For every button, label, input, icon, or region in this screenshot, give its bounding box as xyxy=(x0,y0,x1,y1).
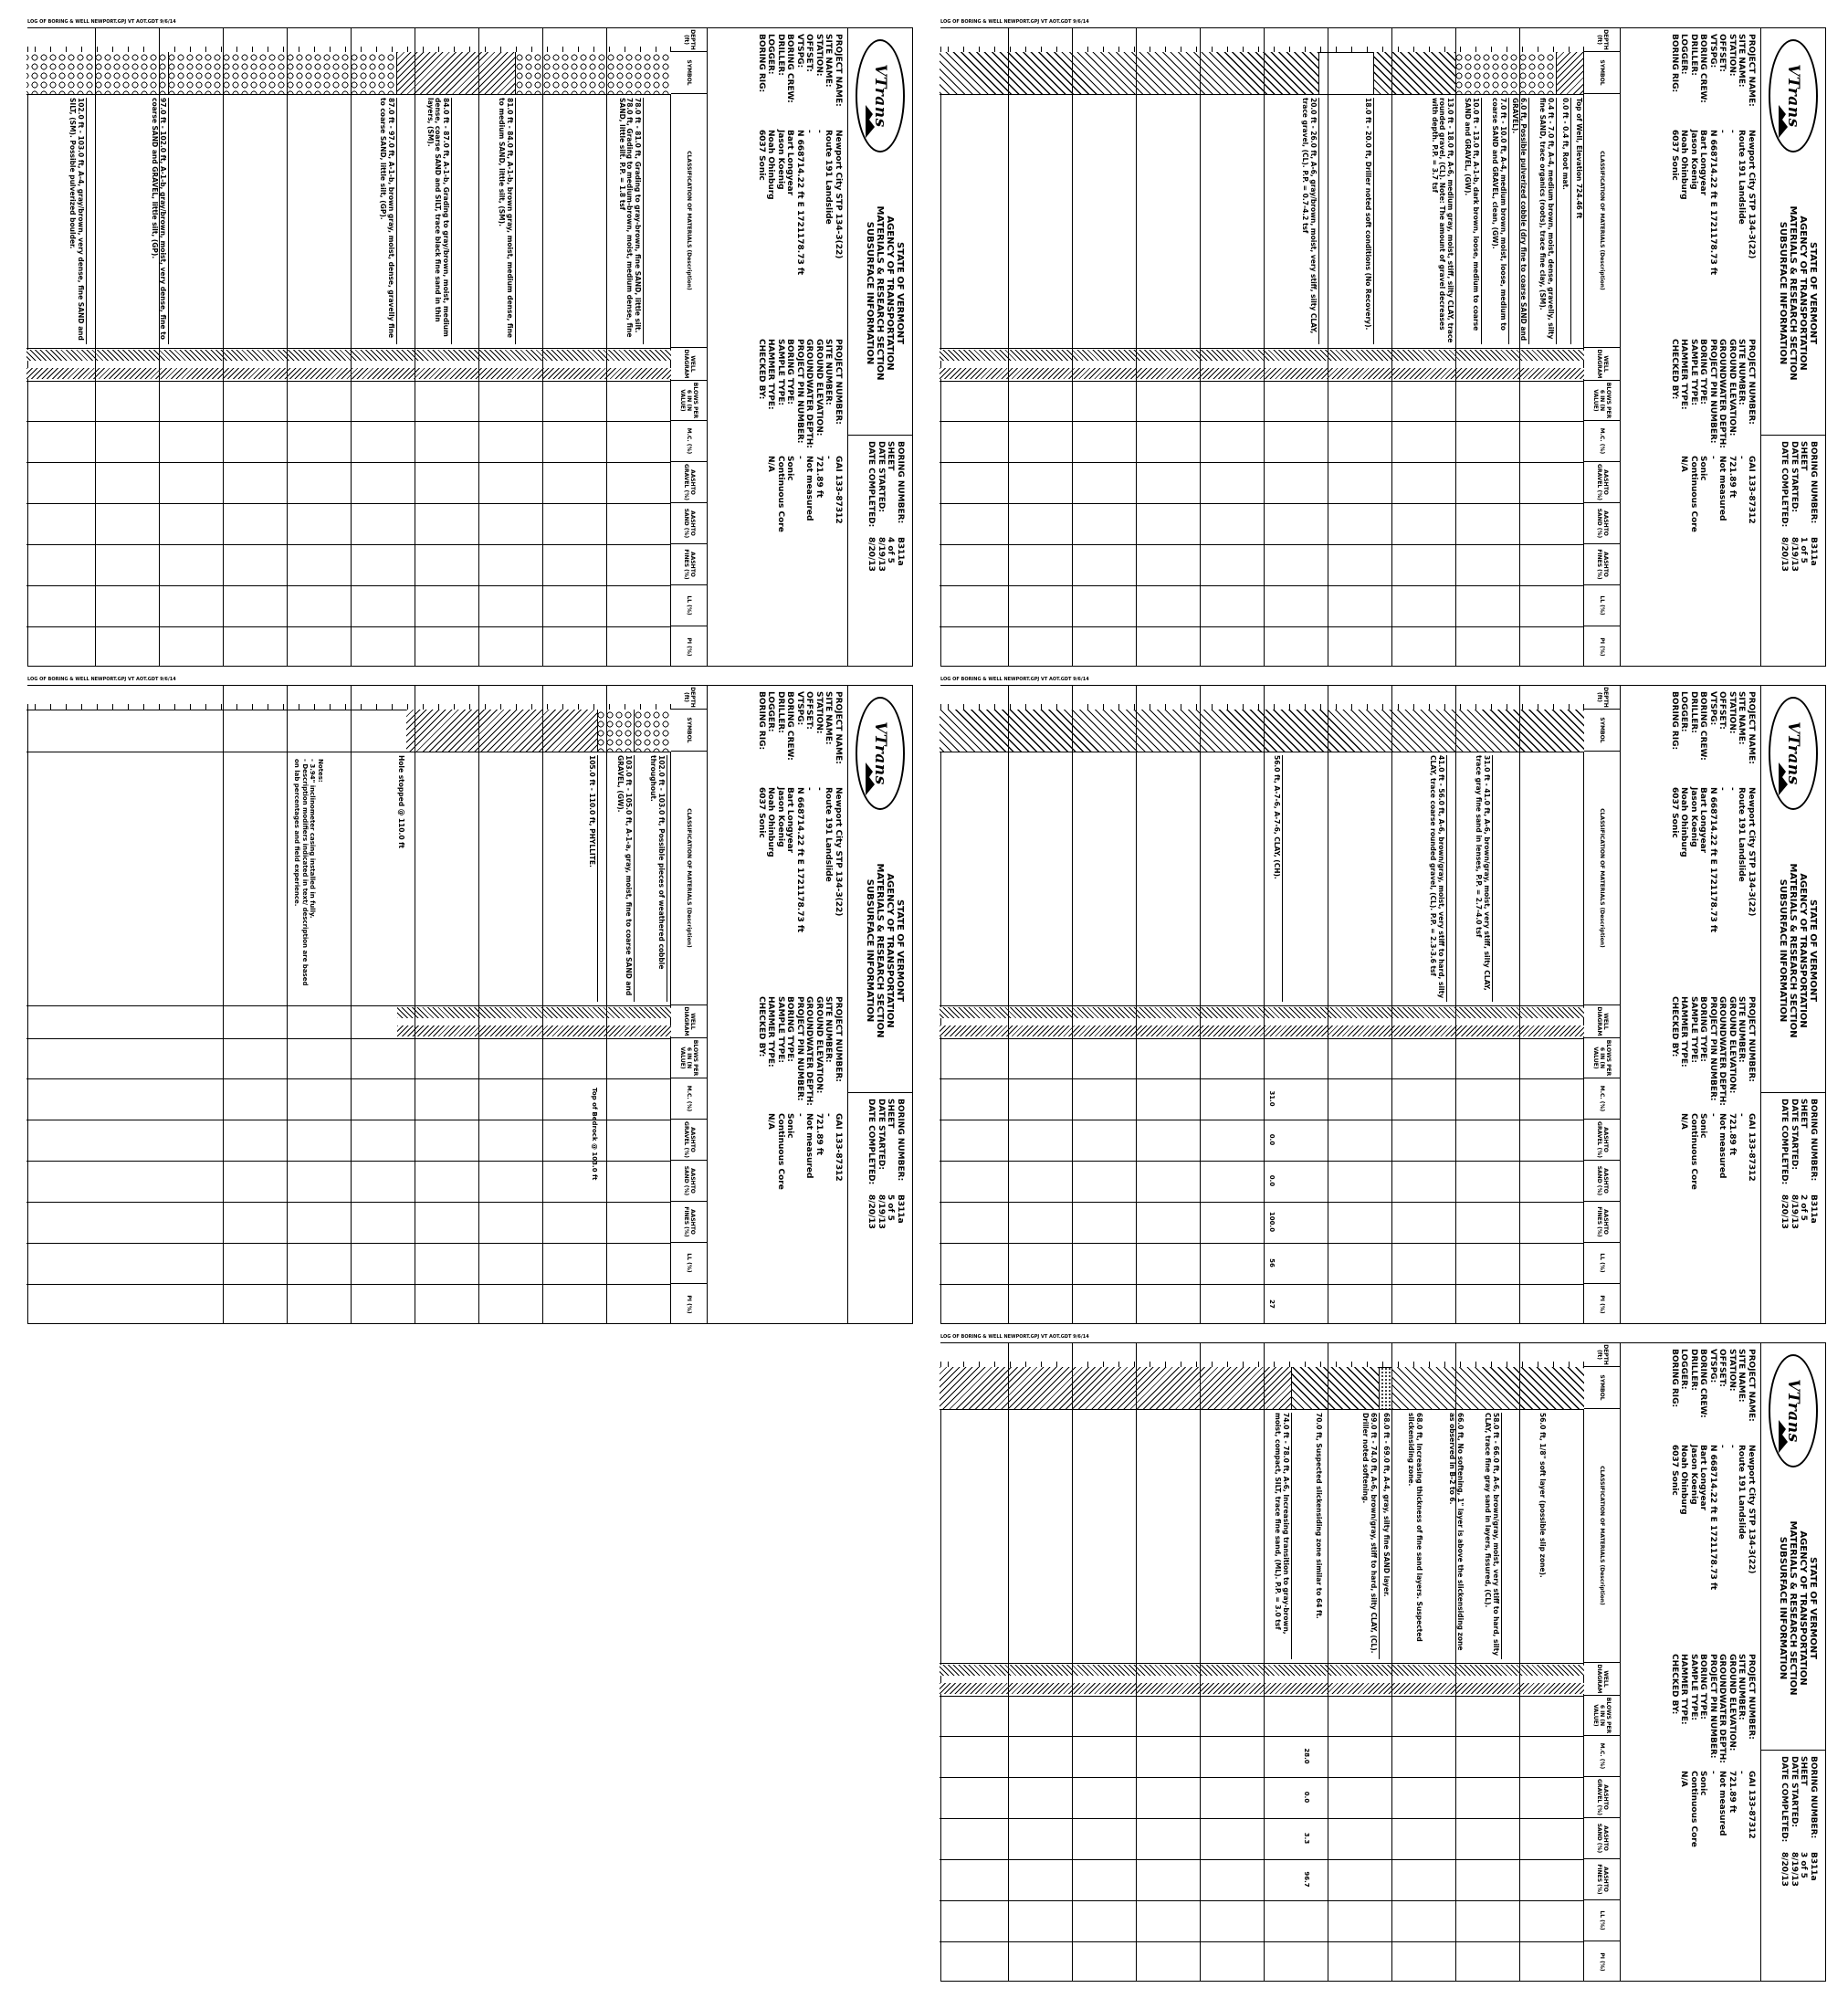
col-sand: AASHTO SAND (%) xyxy=(1584,503,1621,544)
boring-info: BORING NUMBER:B311a SHEET5 of 5 DATE STARTED:8/19/13 DATE COMPLETED:8/20/13 xyxy=(848,1092,912,1325)
sheet-caption: LOG OF BORING & WELL NEWPORT.GPJ VT AOT.GDT 9/6/14 xyxy=(27,677,176,682)
log-header xyxy=(1620,1343,1825,1981)
col-gravel: AASHTO GRAVEL (%) xyxy=(1584,462,1621,503)
elevation-note: Top of Well, Elevation 724.46 ft xyxy=(1575,98,1583,219)
project-info: PROJECT NAME:Newport City STP 134-3(22) SITE NAME:Route 191 Landslide STATION:- OFFSET:- VTSPG:N 668714.22 ft E 1721178.73 ft BORING CREW:Bart Longyear DRILLER:Jason Koenig LOGGER:Noah Ohinburg BORING RIG:6037 Sonic xyxy=(1670,1349,1756,1591)
description: 74.0 ft - 78.0 ft, A-6, Increasing transition to gray-brown, moist, compact, SILT, trace fine sand, (ML). P.P. = 3.0 tsf xyxy=(1274,1413,1292,1659)
description: 18.0 ft - 20.0 ft, Driller noted soft conditions (No Recovery). xyxy=(1364,98,1375,344)
description: 105.0 ft - 110.0 ft, PHYLLITE. xyxy=(588,755,599,1002)
boring-info: BORING NUMBER:B311a SHEET1 of 5 DATE STARTED:8/19/13 DATE COMPLETED:8/20/13 xyxy=(1761,435,1825,668)
column-header: DEPTH (ft) SYMBOL CLASSIFICATION OF MATERIALS (Description) WELL DIAGRAM BLOWS PER 6 IN (N VALUE) M.C. (%) AASHTO GRAVEL (%) AASHTO SAND (%) AASHTO FINES (%) LL (%) PI (%) xyxy=(1583,1343,1621,1981)
description: 41.0 ft - 56.0 ft, A-6, brown/gray, moist, very stiff to hard, silty CLAY, trace coarse rounded gravel, (CL). P.P. = 2.3-3.6 tsf xyxy=(1429,755,1447,1002)
agency-title: STATE OF VERMONT AGENCY OF TRANSPORTATION MATERIALS & RESEARCH SECTION SUBSURFACE INFORMATION xyxy=(865,863,905,1038)
soil-symbol xyxy=(516,52,671,94)
agency-title: STATE OF VERMONT AGENCY OF TRANSPORTATION MATERIALS & RESEARCH SECTION SUBSURFACE INFORMATION xyxy=(1778,863,1818,1038)
well-casing xyxy=(940,368,1584,379)
log-body xyxy=(940,1343,1584,1981)
project-numbers: PROJECT NUMBER:GAI 133-87312 SITE NUMBER:- GROUND ELEVATION:721.89 ft GROUNDWATER DEPTH:Not measured PROJECT PIN NUMBER:- BORING TYPE:Sonic SAMPLE TYPE:Continuous Core HAMMER TYPE:N/A CHECKED BY: xyxy=(757,339,843,532)
project-info: PROJECT NAME:Newport City STP 134-3(22) SITE NAME:Route 191 Landslide STATION:- OFFSET:- VTSPG:N 668714.22 ft E 1721178.73 ft BORING CREW:Bart Longyear DRILLER:Jason Koenig LOGGER:Noah Ohinburg BORING RIG:6037 Sonic xyxy=(1670,691,1756,933)
description: 97.0 ft - 102.0 ft, A-1-b, gray/brown, moist, very dense, fine to coarse SAND and GRAVEL, little silt, (GP). xyxy=(151,98,169,344)
lab-mc: 28.0 xyxy=(1303,1748,1310,1764)
sheet-caption: LOG OF BORING & WELL NEWPORT.GPJ VT AOT.GDT 9/6/14 xyxy=(940,1334,1089,1340)
col-fines: AASHTO FINES (%) xyxy=(1584,544,1621,585)
logo-text: VTrans xyxy=(1784,1379,1802,1443)
boring-info: BORING NUMBER:B311a SHEET2 of 5 DATE STARTED:8/19/13 DATE COMPLETED:8/20/13 xyxy=(1761,1092,1825,1325)
lab-ll: 56 xyxy=(1268,1258,1276,1267)
bedrock-note: Top of Bedrock @ 103.0 ft xyxy=(591,1088,598,1181)
mountain-icon xyxy=(866,105,875,138)
page xyxy=(940,685,1826,1324)
soil-symbol xyxy=(940,52,1319,94)
soil-symbol xyxy=(1557,52,1584,94)
vtrans-logo xyxy=(856,39,905,153)
log-header xyxy=(707,686,912,1323)
project-info: PROJECT NAME:Newport City STP 134-3(22) SITE NAME:Route 191 Landslide STATION:- OFFSET:- VTSPG:N 668714.22 ft E 1721178.73 ft BORING CREW:Bart Longyear DRILLER:Jason Koenig LOGGER:Noah Ohinburg BORING RIG:6037 Sonic xyxy=(757,691,843,933)
agency-title: STATE OF VERMONT AGENCY OF TRANSPORTATION MATERIALS & RESEARCH SECTION SUBSURFACE INFORMATION xyxy=(1778,205,1818,381)
col-symbol: SYMBOL xyxy=(1584,52,1621,94)
page xyxy=(940,27,1826,667)
description: 87.0 ft - 97.0 ft, A-1-b, brown gray, moist, dense, gravelly fine to coarse SAND, little silt, (GP). xyxy=(379,98,397,344)
well-casing xyxy=(26,368,671,379)
page xyxy=(27,27,913,667)
col-well: WELL DIAGRAM xyxy=(1584,348,1621,381)
well-casing xyxy=(397,1007,671,1018)
mountain-icon xyxy=(1779,1420,1788,1453)
description: 10.0 ft - 13.0 ft, A-1-b, dark brown, loose, medium to coarse SAND and GRAVEL, (GW). xyxy=(1464,98,1482,344)
log-header xyxy=(707,28,912,666)
column-header: DEPTH (ft) SYMBOL CLASSIFICATION OF MATERIALS (Description) WELL DIAGRAM BLOWS PER 6 IN (N VALUE) M.C. (%) AASHTO GRAVEL (%) AASHTO SAND (%) AASHTO FINES (%) LL (%) PI (%) xyxy=(670,28,708,666)
description: 0.0 ft - 0.4 ft, Root mat. xyxy=(1561,98,1572,344)
well-casing xyxy=(940,1026,1584,1036)
mountain-icon xyxy=(1779,105,1788,138)
description: 0.4 ft - 7.0 ft, A-4, medium brown, moist, dense, gravelly, silty fine SAND, trace organics (roots), trace fine clay, (SM). xyxy=(1538,98,1557,344)
col-pi: PI (%) xyxy=(1599,637,1606,657)
log-header xyxy=(1620,686,1825,1323)
well-casing xyxy=(26,350,671,361)
well-casing xyxy=(397,1026,671,1036)
column-header: DEPTH (ft) SYMBOL CLASSIFICATION OF MATERIALS (Description) WELL DIAGRAM BLOWS PER 6 IN (N VALUE) M.C. (%) AASHTO GRAVEL (%) AASHTO SAND (%) AASHTO FINES (%) LL (%) PI (%) xyxy=(670,686,708,1323)
description: 78.0 ft - 81.0 ft, Grading to gray-brown, fine SAND, little silt. 78.0 ft, Grading to medium-brown, moist, medium dense, fine SAND, little silt. P.P. = 1.8 tsf xyxy=(618,98,645,344)
logo-text: VTrans xyxy=(871,721,889,785)
sheet-caption: LOG OF BORING & WELL NEWPORT.GPJ VT AOT.GDT 9/6/14 xyxy=(940,677,1089,682)
lab-fines: 96.7 xyxy=(1303,1871,1310,1888)
log-body xyxy=(26,686,671,1323)
sheet-caption: LOG OF BORING & WELL NEWPORT.GPJ VT AOT.GDT 9/6/14 xyxy=(27,19,176,25)
page xyxy=(940,1342,1826,1982)
agency-title: STATE OF VERMONT AGENCY OF TRANSPORTATION MATERIALS & RESEARCH SECTION SUBSURFACE INFORMATION xyxy=(865,205,905,381)
description: 81.0 ft - 84.0 ft, A-1-b, brown gray, moist, medium dense, fine to medium SAND, little silt, (SM). xyxy=(498,98,516,344)
agency-title: STATE OF VERMONT AGENCY OF TRANSPORTATION MATERIALS & RESEARCH SECTION SUBSURFACE INFORMATION xyxy=(1778,1520,1818,1696)
col-ll: LL (%) xyxy=(1584,585,1621,626)
description: 13.0 ft - 18.0 ft, A-6, medium gray, moist, stiff, silty CLAY, trace rounded gravel, (CL). Note: The amount of gravel decreases with depth. P.P. = 3.7 tsf xyxy=(1431,98,1454,343)
soil-symbol xyxy=(1380,1367,1392,1409)
log-body xyxy=(940,686,1584,1323)
logo-text: VTrans xyxy=(871,64,889,128)
description: 56.0 ft, 1/8" soft layer (possible slip zone). xyxy=(1538,1413,1547,1578)
soil-symbol xyxy=(940,1367,1292,1409)
description: 6.0 ft, Possible pulverized cobble (dry fine to coarse SAND and GRAVEL). xyxy=(1511,98,1529,344)
boring-log-sheet-1 xyxy=(940,19,1826,667)
soil-symbol xyxy=(940,710,1584,752)
description: 68.0 ft - 69.0 ft, A-4, gray, silty fine SAND layer. xyxy=(1382,1413,1393,1659)
col-blows: BLOWS PER 6 IN (N VALUE) xyxy=(1584,381,1621,421)
boring-info: BORING NUMBER:B311a SHEET3 of 5 DATE STARTED:8/19/13 DATE COMPLETED:8/20/13 xyxy=(1761,1750,1825,1983)
lab-sand: 0.0 xyxy=(1268,1174,1276,1187)
page xyxy=(27,685,913,1324)
boring-log-sheet-5 xyxy=(27,677,913,1324)
description: 66.0 ft, No softening, 1" layer is above the slickensiding zone as observed in B-2 to 6. xyxy=(1448,1413,1465,1651)
project-numbers: PROJECT NUMBER:GAI 133-87312 SITE NUMBER:- GROUND ELEVATION:721.89 ft GROUNDWATER DEPTH:Not measured PROJECT PIN NUMBER:- BORING TYPE:Sonic SAMPLE TYPE:Continuous Core HAMMER TYPE:N/A CHECKED BY: xyxy=(1670,339,1756,532)
lab-gravel: 0.0 xyxy=(1268,1133,1276,1146)
boring-log-sheet-3 xyxy=(940,1334,1826,1982)
description: 102.0 ft - 103.0 ft, Possible pieces of weathered cobble throughout. xyxy=(649,755,667,1002)
soil-symbol xyxy=(26,52,169,94)
project-numbers: PROJECT NUMBER:GAI 133-87312 SITE NUMBER:- GROUND ELEVATION:721.89 ft GROUNDWATER DEPTH:Not measured PROJECT PIN NUMBER:- BORING TYPE:Sonic SAMPLE TYPE:Continuous Core HAMMER TYPE:N/A CHECKED BY: xyxy=(1670,1654,1756,1847)
sheet-caption: LOG OF BORING & WELL NEWPORT.GPJ VT AOT.GDT 9/6/14 xyxy=(940,19,1089,25)
description: 68.0 ft, Increasing thickness of fine sand layers. Suspected slickensiding zone. xyxy=(1407,1413,1423,1642)
col-classification: CLASSIFICATION OF MATERIALS (Description) xyxy=(1584,94,1621,348)
logo-text: VTrans xyxy=(1784,64,1802,128)
description: 58.0 ft - 66.0 ft, A-6, brown/gray, moist, very stiff to hard, silty CLAY, trace fine gray sand in layers, fissured, (CL). xyxy=(1484,1413,1502,1659)
project-numbers: PROJECT NUMBER:GAI 133-87312 SITE NUMBER:- GROUND ELEVATION:721.89 ft GROUNDWATER DEPTH:Not measured PROJECT PIN NUMBER:- BORING TYPE:Sonic SAMPLE TYPE:Continuous Core HAMMER TYPE:N/A CHECKED BY: xyxy=(757,996,843,1190)
project-info: PROJECT NAME:Newport City STP 134-3(22) SITE NAME:Route 191 Landslide STATION:- OFFSET:- VTSPG:N 668714.22 ft E 1721178.73 ft BORING CREW:Bart Longyear DRILLER:Jason Koenig LOGGER:Noah Ohinburg BORING RIG:6037 Sonic xyxy=(1670,34,1756,276)
description: 7.0 ft - 10.0 ft, A-4, medium brown, moist, loose, medium to coarse SAND and GRAVEL, clean, (GW). xyxy=(1491,98,1509,344)
soil-symbol xyxy=(598,710,635,752)
column-header xyxy=(1583,28,1621,666)
col-depth: DEPTH (ft) xyxy=(1584,28,1621,52)
lab-fines: 100.0 xyxy=(1268,1211,1276,1233)
description: 70.0 ft, Suspected slickensiding zone similar to 64 ft. xyxy=(1315,1413,1323,1619)
notes: Notes: - 3.94" inclinometer casing installed in fully. - Description modifiers indicated in text/ description are based on lab percentages and field experience. xyxy=(293,759,324,986)
boring-info: BORING NUMBER:B311a SHEET4 of 5 DATE STARTED:8/19/13 DATE COMPLETED:8/20/13 xyxy=(848,435,912,668)
lab-sand: 3.3 xyxy=(1303,1832,1310,1845)
soil-symbol xyxy=(1392,1367,1584,1409)
boring-log-sheet-4 xyxy=(27,19,913,667)
lab-pi: 27 xyxy=(1268,1299,1276,1309)
project-info: PROJECT NAME:Newport City STP 134-3(22) SITE NAME:Route 191 Landslide STATION:- OFFSET:- VTSPG:N 668714.22 ft E 1721178.73 ft BORING CREW:Bart Longyear DRILLER:Jason Koenig LOGGER:Noah Ohinburg BORING RIG:6037 Sonic xyxy=(757,34,843,276)
vtrans-logo xyxy=(1769,697,1818,810)
well-casing xyxy=(940,350,1584,361)
vtrans-logo xyxy=(856,697,905,810)
well-casing xyxy=(940,1683,1584,1694)
soil-symbol xyxy=(406,710,598,752)
log-body xyxy=(26,28,671,666)
description: 69.0 ft - 74.0 ft, A-6, brown/gray, stiff to hard, silty CLAY, (CL). Driller noted softening. xyxy=(1361,1413,1380,1659)
soil-symbol xyxy=(1292,1367,1380,1409)
logo-text: VTrans xyxy=(1784,721,1802,785)
mountain-icon xyxy=(1779,763,1788,795)
description: 102.0 ft - 103.0 ft, A-4, gray/brown, very dense, fine SAND and SILT, (SM). Possible pulverized boulder. xyxy=(68,98,87,344)
soil-symbol xyxy=(1374,52,1456,94)
well-casing xyxy=(940,1007,1584,1018)
project-numbers: PROJECT NUMBER:GAI 133-87312 SITE NUMBER:- GROUND ELEVATION:721.89 ft GROUNDWATER DEPTH:Not measured PROJECT PIN NUMBER:- BORING TYPE:Sonic SAMPLE TYPE:Continuous Core HAMMER TYPE:N/A CHECKED BY: xyxy=(1670,996,1756,1190)
description: 84.0 ft - 87.0 ft, A-1-b, Grading to gray/brown, moist, medium dense, coarse SAND and SILT, trace black fine sand in thin layers, (SM). xyxy=(426,98,453,344)
lab-mc: 31.0 xyxy=(1268,1090,1276,1107)
mountain-icon xyxy=(866,763,875,795)
boring-log-sheet-2 xyxy=(940,677,1826,1324)
description: 56.0 ft, A-7-6, A-7-6, CLAY, (CH). xyxy=(1273,755,1284,1002)
vtrans-logo xyxy=(1769,39,1818,153)
hole-stopped-note: Hole stopped @ 110.0 ft xyxy=(397,755,405,848)
vtrans-logo xyxy=(1769,1354,1818,1467)
description: 103.0 ft - 105.0 ft, A-1-a, gray, moist, fine to coarse SAND and GRAVEL, (GW). xyxy=(616,755,635,1002)
soil-symbol xyxy=(1456,52,1557,94)
description: 20.0 ft - 26.0 ft, A-6, gray/brown, moist, very stiff, silty CLAY, trace gravel, (CL). P.P. = 0.7-4.2 tsf xyxy=(1301,98,1319,344)
soil-symbol xyxy=(169,52,397,94)
lab-gravel: 0.0 xyxy=(1303,1791,1310,1804)
log-header xyxy=(1620,28,1825,666)
col-mc: M.C. (%) xyxy=(1584,421,1621,462)
well-casing xyxy=(940,1665,1584,1676)
description: 31.0 ft - 41.0 ft, A-6, brown/gray, moist, very stiff, silty CLAY, trace gray fine sand in lenses, P.P. = 2.7-4.0 tsf xyxy=(1475,755,1493,1002)
soil-symbol xyxy=(635,710,671,752)
log-body xyxy=(940,28,1584,666)
column-header: DEPTH (ft) SYMBOL CLASSIFICATION OF MATERIALS (Description) WELL DIAGRAM BLOWS PER 6 IN (N VALUE) M.C. (%) AASHTO GRAVEL (%) AASHTO SAND (%) AASHTO FINES (%) LL (%) PI (%) xyxy=(1583,686,1621,1323)
